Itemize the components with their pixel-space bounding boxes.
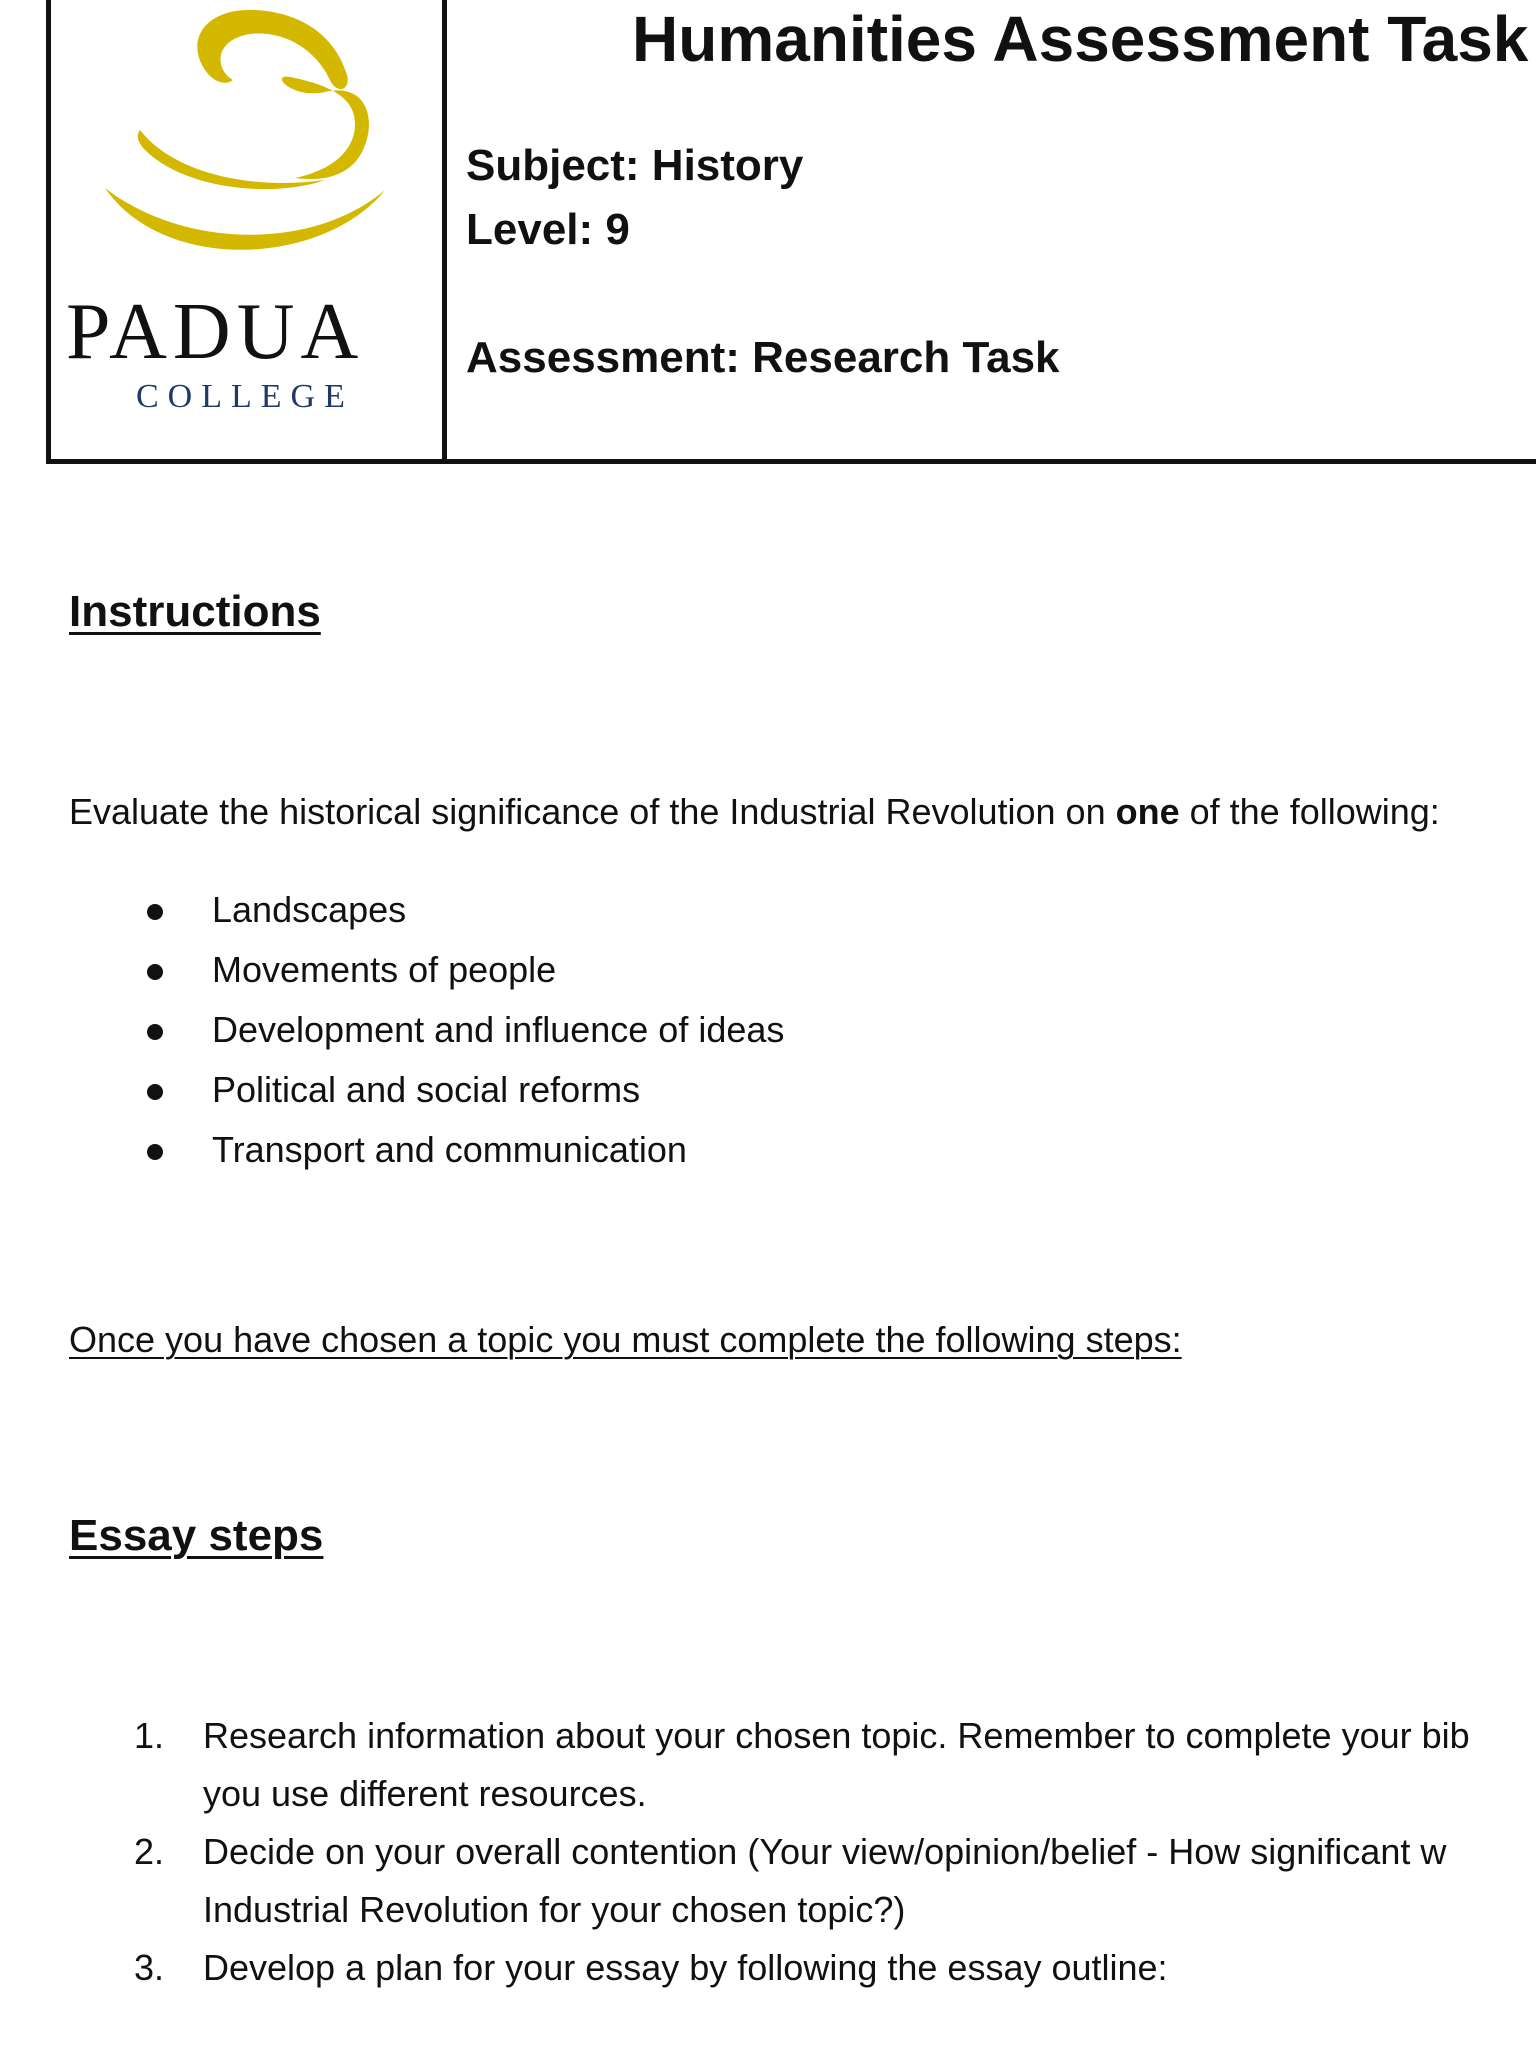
list-item [0,1060,1536,1120]
bullet-icon [147,904,163,920]
step-text-line: you use different resources. [203,1773,647,1814]
essay-steps-heading: Essay steps [69,1511,324,1560]
instructions-heading: Instructions [69,587,321,636]
level-label: Level: 9 [466,205,630,254]
step-text-line: Develop a plan for your essay by following the essay outline: [203,1947,1168,1988]
topic-label: Political and social reforms [212,1069,641,1110]
prompt-text-bold: one [1115,791,1180,832]
list-item [0,1120,1536,1180]
prompt-text-before: Evaluate the historical significance of the Industrial Revolution on [69,791,1116,832]
instructions-prompt [69,792,1440,832]
list-item [0,880,1536,940]
step-number: 1. [134,1715,165,1756]
subject-label: Subject: History [466,141,804,190]
logo-swoosh-icon [55,0,440,290]
topic-label: Development and influence of ideas [212,1009,785,1050]
step-text-line: Industrial Revolution for your chosen topic?) [203,1889,906,1930]
step-text-line: Research information about your chosen topic. Remember to complete your bib [203,1715,1470,1756]
follow-up-note: Once you have chosen a topic you must complete the following steps: [69,1319,1182,1360]
assessment-label: Assessment: Research Task [466,333,1060,382]
logo-wordmark: PADUA [66,288,365,376]
list-item [0,940,1536,1000]
bullet-icon [147,1084,163,1100]
header-divider [442,0,447,464]
topic-list [0,880,1536,1180]
page-title: Humanities Assessment Task [632,3,1529,75]
topic-label: Movements of people [212,949,557,990]
step-number: 3. [134,1947,165,1988]
list-item [0,1000,1536,1060]
topic-label: Transport and communication [212,1129,687,1170]
prompt-text-after: of the following: [1179,791,1440,832]
topic-label: Landscapes [212,889,407,930]
step-text-line: Decide on your overall contention (Your view/opinion/belief - How significant w [203,1831,1447,1872]
bullet-icon [147,964,163,980]
bullet-icon [147,1144,163,1160]
logo-subtext: COLLEGE [136,378,354,415]
step-number: 2. [134,1831,165,1872]
bullet-icon [147,1024,163,1040]
